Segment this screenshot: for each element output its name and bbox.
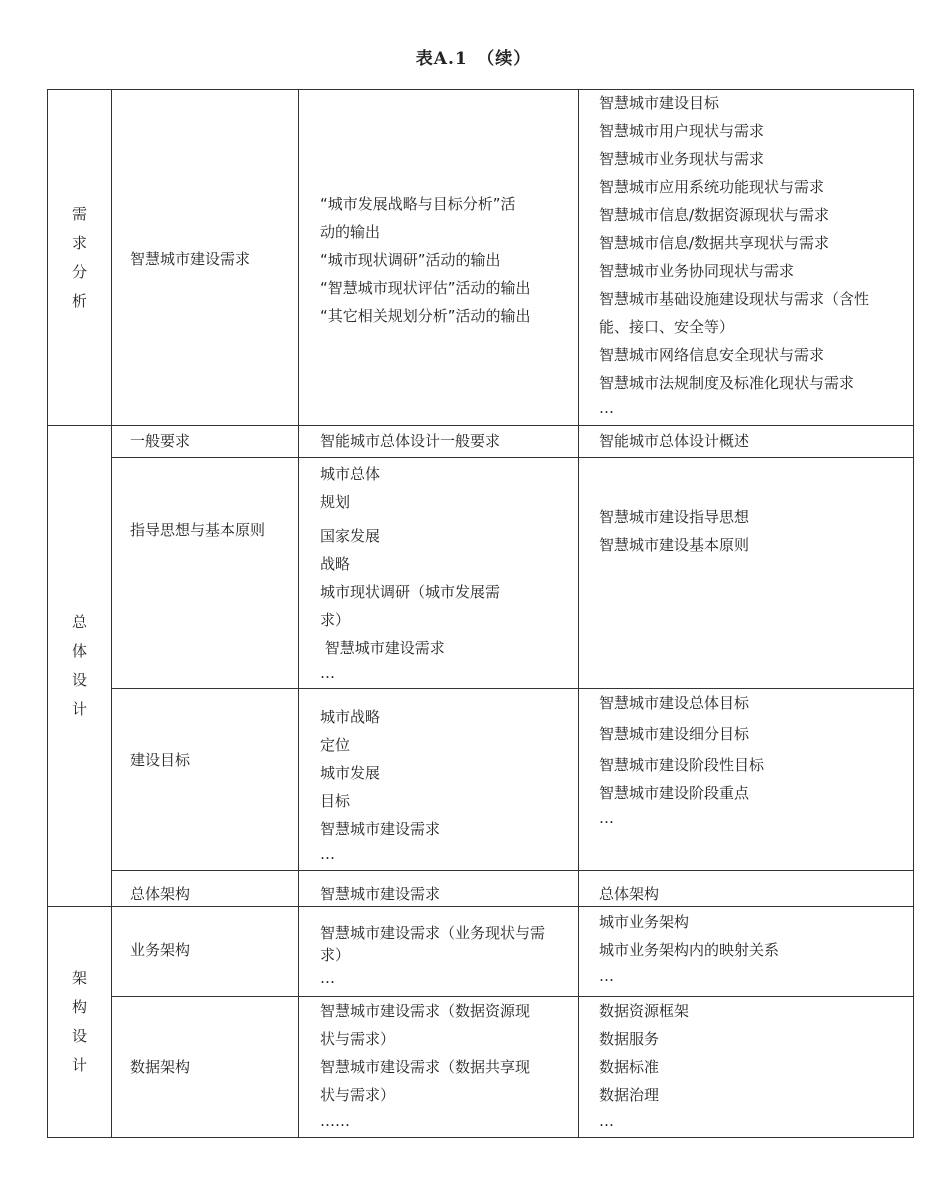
input-line: 求） <box>320 946 351 964</box>
input-line: 城市总体 <box>320 465 381 483</box>
input-line: 状与需求） <box>320 1086 396 1104</box>
row-output <box>599 89 869 419</box>
row-input <box>320 922 545 990</box>
item-label: 建设目标 <box>130 751 191 769</box>
output-line: 总体架构 <box>599 885 660 903</box>
section-overall-design <box>48 426 111 906</box>
input-line: 智慧城市建设需求 <box>320 639 445 657</box>
input-line: 智慧城市建设需求 <box>320 820 441 838</box>
section-char: 构 <box>71 998 87 1016</box>
input-line: 国家发展 <box>320 527 381 545</box>
input-line: 规划 <box>320 493 351 511</box>
section-need-analysis <box>48 90 111 425</box>
section-char: 分 <box>71 262 87 281</box>
input-line: “其它相关规划分析”活动的输出 <box>320 307 531 325</box>
output-line: 智慧城市建设基本原则 <box>599 536 750 554</box>
output-line: 能、接口、安全等） <box>599 318 735 336</box>
row-output <box>599 880 659 908</box>
output-line: 数据服务 <box>599 1030 660 1048</box>
section-char: 设 <box>71 671 87 689</box>
output-line: 智慧城市法规制度及标准化现状与需求 <box>599 374 855 392</box>
output-line: 智慧城市信息/数据资源现状与需求 <box>599 206 830 224</box>
input-line: 目标 <box>320 792 351 810</box>
row-output <box>599 997 689 1133</box>
table-title: 表A.1 （续） <box>415 49 532 69</box>
row-item <box>130 427 190 455</box>
row-input <box>320 190 531 330</box>
section-char: 计 <box>71 700 87 718</box>
output-line: 智慧城市网络信息安全现状与需求 <box>599 346 825 364</box>
output-line: 城市业务架构 <box>599 913 690 931</box>
section-char: 架 <box>71 969 87 987</box>
input-line: …… <box>320 1112 350 1130</box>
section-char: 需 <box>71 204 87 223</box>
input-line: 定位 <box>320 736 351 754</box>
row-item <box>130 936 190 964</box>
row-input <box>320 880 440 908</box>
row-input <box>320 460 500 684</box>
output-line: 智慧城市建设总体目标 <box>599 694 750 712</box>
output-line: 城市业务架构内的映射关系 <box>599 941 780 959</box>
input-line: 状与需求） <box>320 1030 396 1048</box>
output-line: 智慧城市基础设施建设现状与需求（含性 <box>599 290 870 308</box>
input-line: … <box>320 664 335 682</box>
input-line: … <box>320 845 335 863</box>
output-line: 智慧城市建设细分目标 <box>599 725 750 743</box>
output-line: 智慧城市信息/数据共享现状与需求 <box>599 234 830 252</box>
row-item <box>130 1053 190 1081</box>
output-line: 智慧城市业务协同现状与需求 <box>599 262 795 280</box>
item-label: 一般要求 <box>130 432 191 450</box>
row-input <box>320 703 440 865</box>
row-item <box>130 516 265 544</box>
input-line: 城市现状调研（城市发展需 <box>320 583 501 601</box>
output-line: 智慧城市业务现状与需求 <box>599 150 765 168</box>
output-line: … <box>599 967 614 985</box>
input-line: 智慧城市建设需求（业务现状与需 <box>320 924 546 942</box>
row-output <box>599 503 749 559</box>
output-line: … <box>599 1112 614 1130</box>
output-line: 数据资源框架 <box>599 1002 690 1020</box>
input-line: 求） <box>320 611 351 629</box>
input-line: 智慧城市建设需求 <box>320 885 441 903</box>
item-label: 智慧城市建设需求 <box>130 250 251 268</box>
input-line: 智能城市总体设计一般要求 <box>320 432 501 450</box>
output-line: 智慧城市应用系统功能现状与需求 <box>599 178 825 196</box>
item-label: 业务架构 <box>130 941 191 959</box>
input-line: 城市发展 <box>320 764 381 782</box>
row-output <box>599 908 779 988</box>
output-line: 智慧城市建设阶段重点 <box>599 784 750 802</box>
item-label: 指导思想与基本原则 <box>130 521 266 539</box>
section-char: 体 <box>71 642 87 660</box>
output-line: 数据治理 <box>599 1086 660 1104</box>
output-line: 数据标准 <box>599 1058 660 1076</box>
section-char: 设 <box>71 1027 87 1045</box>
section-char: 总 <box>71 613 87 631</box>
row-item <box>130 746 190 774</box>
input-line: … <box>320 969 335 987</box>
output-line: … <box>599 809 614 827</box>
item-label: 数据架构 <box>130 1058 191 1076</box>
output-line: 智慧城市建设阶段性目标 <box>599 756 765 774</box>
input-line: 智慧城市建设需求（数据资源现 <box>320 1002 531 1020</box>
input-line: 智慧城市建设需求（数据共享现 <box>320 1058 531 1076</box>
input-line: “智慧城市现状评估”活动的输出 <box>320 279 531 297</box>
row-output <box>599 689 764 829</box>
output-line: … <box>599 399 614 417</box>
output-line: 智慧城市建设指导思想 <box>599 508 750 526</box>
input-line: 战略 <box>320 555 351 573</box>
output-line: 智能城市总体设计概述 <box>599 432 750 450</box>
output-line: 智慧城市建设目标 <box>599 94 720 112</box>
section-architecture-design <box>48 907 111 1137</box>
row-item <box>130 245 250 273</box>
input-line: “城市发展战略与目标分析”活 <box>320 195 516 213</box>
input-line: “城市现状调研”活动的输出 <box>320 251 501 269</box>
section-char: 析 <box>71 291 87 310</box>
row-input <box>320 997 530 1133</box>
row-output <box>599 427 749 455</box>
row-input <box>320 427 500 455</box>
section-char: 求 <box>71 233 87 252</box>
input-line: 城市战略 <box>320 708 381 726</box>
item-label: 总体架构 <box>130 885 191 903</box>
section-char: 计 <box>71 1056 87 1074</box>
row-item <box>130 880 190 908</box>
output-line: 智慧城市用户现状与需求 <box>599 122 765 140</box>
input-line: 动的输出 <box>320 223 381 241</box>
